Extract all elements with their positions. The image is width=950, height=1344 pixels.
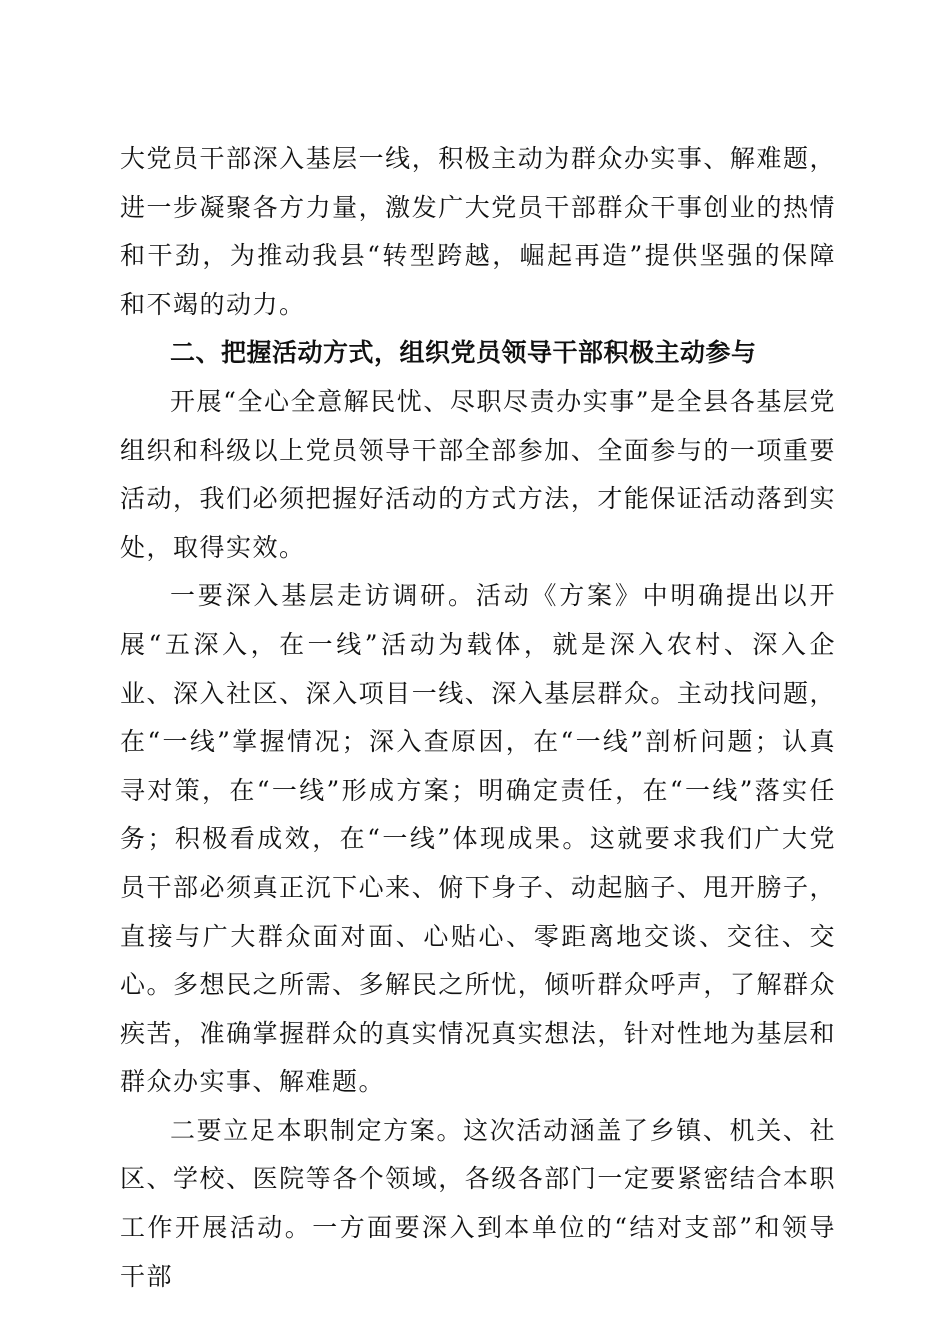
paragraph-intro-continuation: 大党员干部深入基层一线，积极主动为群众办实事、解难题，进一步凝聚各方力量，激发广大党员干部群众干事创业的热情和干劲，为推动我县“转型跨越，崛起再造”提供坚强的保障和不竭的动力。 <box>120 144 836 319</box>
paragraph-job-based-plan: 二要立足本职制定方案。这次活动涵盖了乡镇、机关、社区、学校、医院等各个领域，各级各部门一定要紧密结合本职工作开展活动。一方面要深入到本单位的“结对支部”和领导干部 <box>120 1115 836 1291</box>
paragraph-activity-overview: 开展“全心全意解民忧、尽职尽责办实事”是全县各基层党组织和科级以上党员领导干部全部参加、全面参与的一项重要活动，我们必须把握好活动的方式方法，才能保证活动落到实处，取得实效。 <box>120 386 836 562</box>
document-body <box>120 135 836 1301</box>
paragraph-grassroots-visits: 一要深入基层走访调研。活动《方案》中明确提出以开展“五深入，在一线”活动为载体，就是深入农村、深入企业、深入社区、深入项目一线、深入基层群众。主动找问题，在“一线”掌握情况；深入查原因，在“一线”剖析问题；认真寻对策，在“一线”形成方案；明确定责任，在“一线”落实任务；积极看成效，在“一线”体现成果。这就要求我们广大党员干部必须真正沉下心来、俯下身子、动起脑子、甩开膀子，直接与广大群众面对面、心贴心、零距离地交谈、交往、交心。多想民之所需、多解民之所忧，倾听群众呼声，了解群众疾苦，准确掌握群众的真实情况真实想法，针对性地为基层和群众办实事、解难题。 <box>120 581 836 1097</box>
section-heading-2: 二、把握活动方式，组织党员领导干部积极主动参与 <box>170 338 757 368</box>
